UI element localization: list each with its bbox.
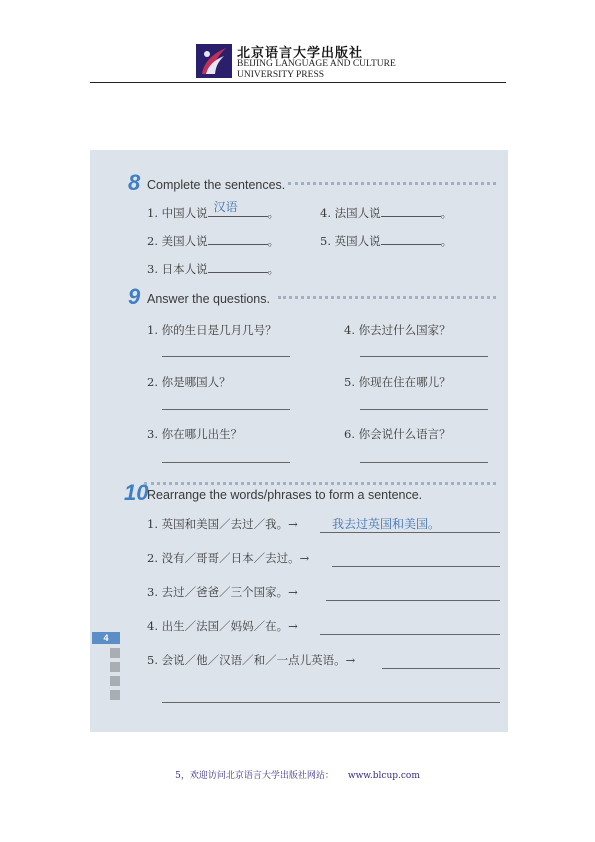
page-number-tab: 4 (92, 632, 120, 644)
answer-line[interactable] (360, 356, 488, 357)
section-10-instruction: Rearrange the words/phrases to form a sentence. (147, 488, 423, 502)
answer-line[interactable] (162, 356, 290, 357)
section-10-number: 10 (124, 480, 149, 505)
publisher-name-cn: 北京语言大学出版社 (237, 46, 364, 61)
page-header (0, 0, 595, 90)
press-logo-icon (196, 44, 232, 78)
page-tab-square (110, 662, 120, 672)
section-10-item-1: 1. 英国和美国／去过／我。→ (147, 517, 298, 531)
answer-line[interactable] (360, 462, 488, 463)
answer-blank[interactable] (381, 204, 441, 217)
answer-line[interactable] (360, 409, 488, 410)
section-9-item-4: 4. 你去过什么国家？ (344, 323, 451, 337)
section-8-item-1: 1. 中国人说 汉语 。 (147, 200, 280, 220)
section-10-dotted-rule (144, 482, 496, 485)
footer-url-link[interactable]: www.blcup.com (347, 771, 420, 781)
section-10-item-2: 2. 没有／哥哥／日本／去过。→ (147, 551, 310, 565)
publisher-name-en-line2: UNIVERSITY PRESS (237, 70, 325, 80)
arrow-icon: → (288, 585, 298, 599)
footer-text: 5，欢迎访问北京语言大学出版社网站： (175, 771, 334, 781)
section-8-item-3: 3. 日本人说 。 (147, 262, 280, 276)
answer-line[interactable] (326, 600, 500, 601)
arrow-icon: → (288, 517, 298, 531)
section-8-item-4: 4. 法国人说 。 (320, 206, 453, 220)
arrow-icon: → (299, 551, 310, 565)
handwritten-answer: 我去过英国和美国。 (332, 517, 441, 531)
answer-line[interactable] (162, 702, 500, 703)
section-9-dotted-rule (278, 296, 496, 299)
arrow-icon: → (345, 653, 356, 667)
answer-line[interactable] (320, 634, 500, 635)
page-tab-square (110, 690, 120, 700)
section-9-item-5: 5. 你现在住在哪儿？ (344, 375, 451, 389)
answer-blank[interactable] (208, 260, 268, 273)
section-9-instruction: Answer the questions. (147, 292, 270, 306)
answer-line[interactable] (382, 668, 500, 669)
publisher-name-en-line1: BEIJING LANGUAGE AND CULTURE (237, 59, 396, 69)
section-10-item-5: 5. 会说／他／汉语／和／一点儿英语。→ (147, 653, 356, 667)
section-8-item-2: 2. 美国人说 。 (147, 234, 280, 248)
answer-blank[interactable] (381, 232, 441, 245)
answer-blank[interactable] (208, 232, 268, 245)
section-10-item-4: 4. 出生／法国／妈妈／在。→ (147, 619, 298, 633)
page-tab-square (110, 648, 120, 658)
section-9-item-1: 1. 你的生日是几月几号？ (147, 323, 277, 337)
section-8-instruction: Complete the sentences. (147, 178, 286, 192)
section-8-dotted-rule (288, 182, 496, 185)
section-9-item-3: 3. 你在哪儿出生？ (147, 427, 243, 441)
section-9-item-2: 2. 你是哪国人？ (147, 375, 231, 389)
answer-line[interactable] (320, 532, 500, 533)
page-tab-square (110, 676, 120, 686)
page-footer (0, 768, 595, 781)
section-10-item-3: 3. 去过／爸爸／三个国家。→ (147, 585, 298, 599)
arrow-icon: → (288, 619, 298, 633)
handwritten-answer: 汉语 (213, 200, 238, 214)
header-divider (90, 82, 506, 83)
answer-line[interactable] (162, 409, 290, 410)
answer-line[interactable] (332, 566, 500, 567)
section-8-number: 8 (128, 170, 141, 195)
section-9-item-6: 6. 你会说什么语言？ (344, 427, 451, 441)
answer-blank[interactable] (208, 200, 268, 217)
section-9-number: 9 (128, 284, 141, 309)
answer-line[interactable] (162, 462, 290, 463)
section-8-item-5: 5. 英国人说 。 (320, 234, 453, 248)
